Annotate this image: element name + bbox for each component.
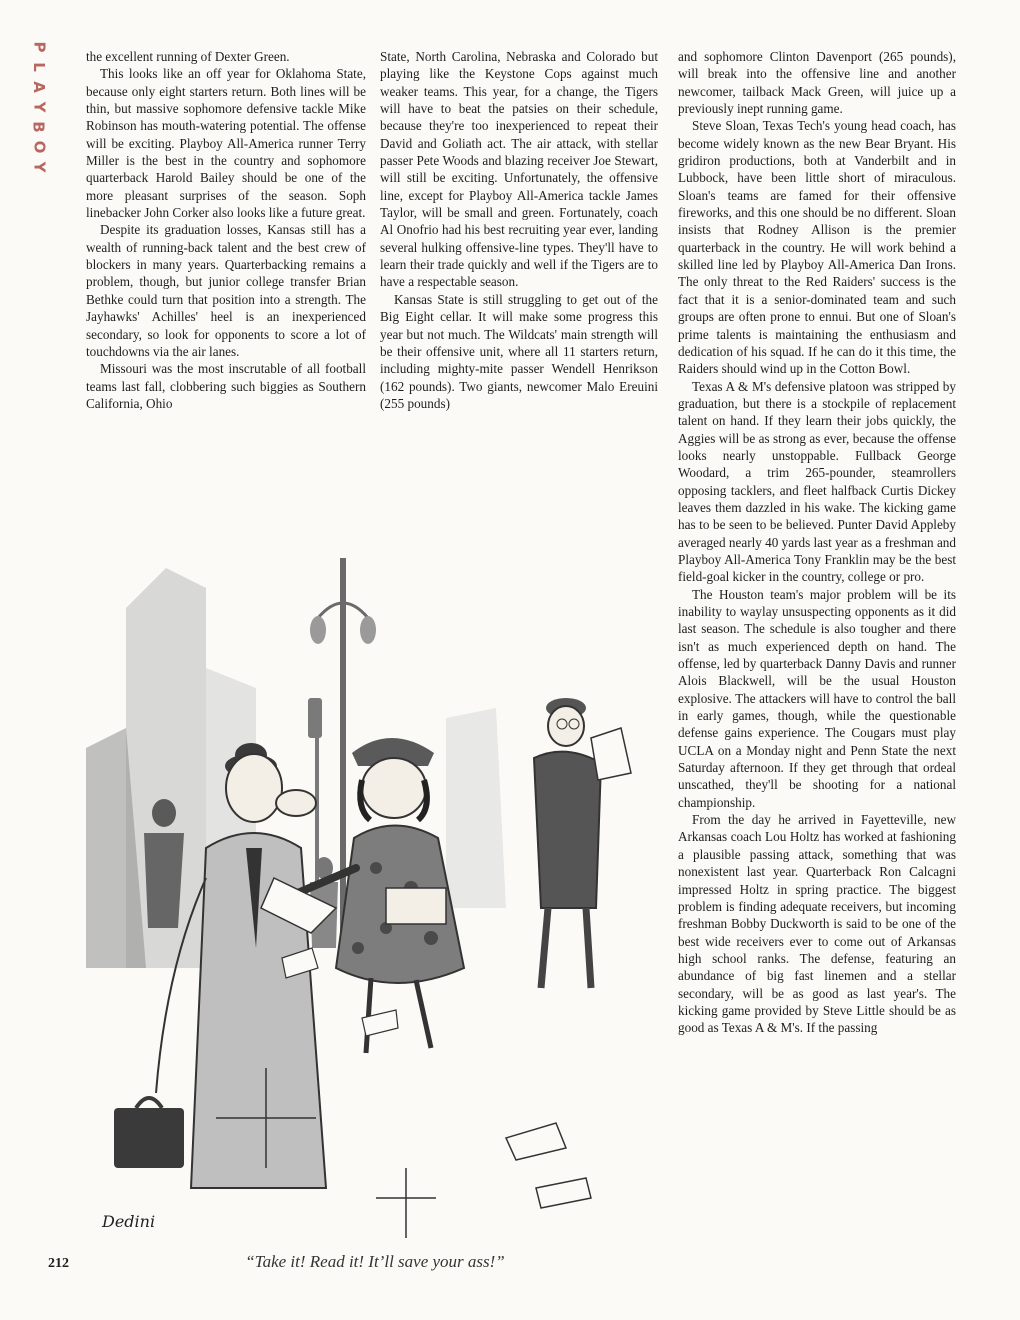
paragraph: This looks like an off year for Oklahoma State, because only eight starters return. Both lines will be thin, but massive sophomore defensive tackle Mike Robinson has mouth-watering potential. The offense will be exciting. Playboy All-America runner Terry Miller is the best in the country and sophomore quarterback Harold Bailey should be one of the more pleasant surprises of the season. Soph linebacker John Corker also looks like a future great. [86, 66, 366, 221]
text-column-3 [678, 48, 956, 1037]
page-number: 212 [48, 1256, 69, 1271]
masthead-letter: O [29, 140, 48, 154]
masthead-letter: Y [30, 101, 48, 113]
masthead-letter: P [30, 41, 48, 53]
paragraph: The Houston team's major problem will be its inability to waylay unsuspecting opponents as it did last season. The schedule is also tougher and there isn't as much experienced depth on hand. The offense, led by quarterback Danny Davis and runner Alois Blackwell, will be the usual Houston explosive. The attackers will have to control the ball in early games, though, while the questionable defense gains experience. The Cougars must play UCLA on a Monday night and Penn State the next Saturday afternoon. If they get through that ordeal unscathed, they'll be shooting for a national championship. [678, 586, 956, 810]
masthead-letter: Y [30, 161, 48, 173]
paragraph: State, North Carolina, Nebraska and Colorado but playing like the Keystone Cops against much weaker teams. This year, for a change, the Tigers will have to beat the patsies on their schedule, because they're too inexperienced to repeat their David and Goliath act. The air attack, with stellar passer Pete Woods and blazing receiver Joe Stewart, will still be exciting. Unfortunately, the offensive line, except for Playboy All-America tackle James Taylor, will be small and green. Fortunately, coach Al Onofrio had his best recruiting year ever, landing several hulking offensive-line types. They'll have to learn their trade quickly and well if the Tigers are to have a respectable season. [380, 49, 658, 290]
masthead-letter: L [30, 62, 48, 72]
cartoon-drawing [86, 548, 658, 1250]
masthead-playboy [22, 40, 56, 200]
paragraph: and sophomore Clinton Davenport (265 pounds), will break into the offensive line and another newcomer, tailback Mack Green, will juice up a previously inept running game. [678, 49, 956, 117]
cartoon-illustration [86, 548, 658, 1250]
paragraph: Missouri was the most inscrutable of all football teams last fall, clobbering such biggies as Southern California, Ohio [86, 361, 366, 411]
cartoon-caption: “Take it! Read it! It’ll save your ass!” [245, 1252, 505, 1271]
artist-signature: Dedini [102, 1212, 156, 1231]
paragraph: Despite its graduation losses, Kansas still has a wealth of running-back talent and the best crew of blockers in many years. Quarterbacking remains a problem, though, but junior college transfer Brian Bethke could turn that position into a strength. The Jayhawks' Achilles' heel is an inexperienced secondary, so look for opponents to score a lot of touchdowns via the air lanes. [86, 222, 366, 359]
text-column-2 [380, 48, 658, 412]
masthead-letter: A [29, 81, 48, 93]
text-column-1 [86, 48, 366, 412]
paragraph: From the day he arrived in Fayetteville, new Arkansas coach Lou Holtz has worked at fashioning a plausible passing attack, something that was nonexistent last year. Quarterback Ron Calcagni impressed Holtz in spring practice. The biggest problem is finding adequate receivers, but incoming freshman Bobby Duckworth is said to be one of the best wide receivers ever to come out of Arkansas high school ranks. The defense, featuring an abundance of big fast linemen and a stellar secondary, will be as good as last year's. The kicking game provided by Steve Little should be as good as Texas A & M's. If the passing [678, 812, 956, 1036]
paragraph: the excellent running of Dexter Green. [86, 49, 290, 64]
paragraph: Kansas State is still struggling to get out of the Big Eight cellar. It will make some progress this year but not much. The Wildcats' main strength will be their offensive unit, where all 11 starters return, including mighty-mite passer Wendell Henrikson (162 pounds). Two giants, newcomer Malo Ereuini (255 pounds) [380, 291, 658, 411]
paragraph: Steve Sloan, Texas Tech's young head coach, has become widely known as the new Bear Bryant. His gridiron productions, both at Vanderbilt and in Lubbock, have been little short of miraculous. Sloan's teams are famed for their offensive fireworks, and this one should be no different. Sloan insists that Rodney Allison is the premier quarterback in the country. He will work behind a skilled line led by Playboy All-America Dan Irons. The only threat to the Red Raiders' success is the fact that it is a senior-dominated team and such groups are often prone to ennui. But one of Sloan's prime talents is maintaining the enthusiasm and dedication of his squad. If he can do it this time, the Raiders should wind up in the Cotton Bowl. [678, 118, 956, 377]
masthead-letter: B [30, 121, 48, 133]
paragraph: Texas A & M's defensive platoon was stripped by graduation, but there is a stockpile of replacement talent on hand. If they learn their jobs quickly, the Aggies will be as strong as ever, because the offense looks nearly unstoppable. Fullback George Woodard, a trim 265-pounder, steamrollers opposing tacklers, and fleet halfback Curtis Dickey leaves them dazzled in his wake. The kicking game has to be seen to be believed. Punter David Appleby averaged nearly 40 yards last year as a freshman and Playboy All-America Tony Franklin may be the best field-goal kicker in the country, college or pro. [678, 378, 956, 585]
